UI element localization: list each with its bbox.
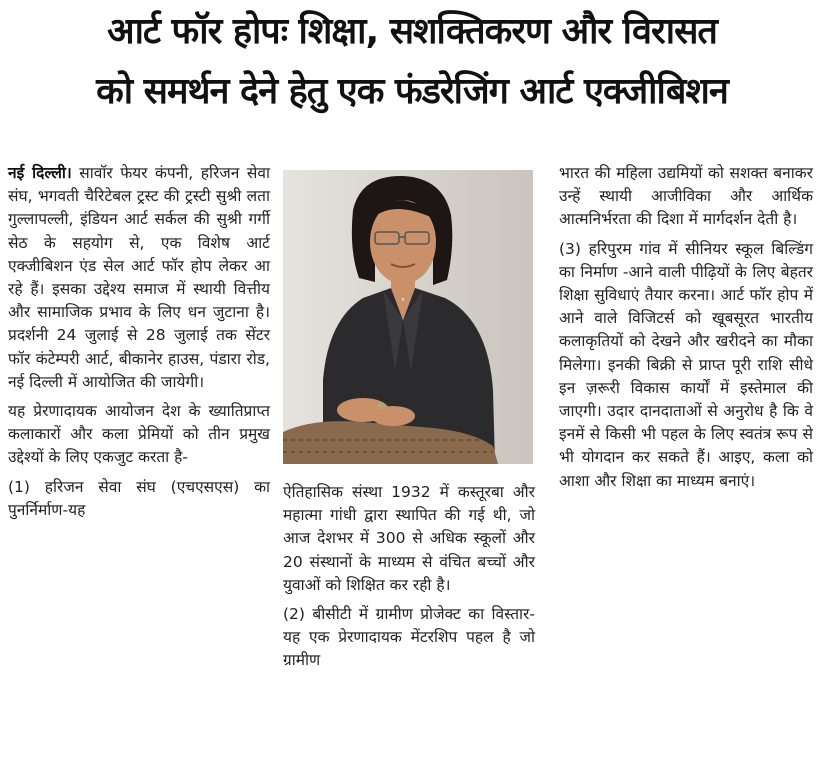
paragraph-7: (3) हरिपुरम गांव में सीनियर स्कूल बिल्डिंग का निर्माण -आने वाली पीढ़ियों के लिए बेहतर शिक्षा सुविधाएं तैयार करना। आर्ट फॉर होप में आने वाले विजिटर्स को खूबसूरत भारतीय कलाकृतियों को देखने और खरीदने का मौका मिलेगा। इनकी बिक्री से प्राप्त पूरी राशि सीधे इन ज़रूरी विकास कार्यों में इस्तेमाल की जाएगी। उदार दानदाताओं से अनुरोध है कि वे इनमें से किसी भी पहल के लिए स्वतंत्र रूप से भी योगदान कर सकते हैं। आइए, कला को आशा और शिक्षा का माध्यम बनाएं।	[559, 239, 813, 490]
article-column-3	[559, 162, 813, 499]
paragraph-1-text: सावॉर फेयर कंपनी, हरिजन सेवा संघ, भगवती चैरिटेबल ट्रस्ट की ट्रस्टी सुश्री लता गुल्लापल्ली, इंडियन आर्ट सर्कल की सुश्री गर्गी सेठ के सहयोग से, एक विशेष आर्ट एक्जीबिशन एंड सेल आर्ट फॉर होप लेकर आ रहे हैं। इसका उद्देश्य समाज में स्थायी वित्तीय और सामाजिक प्रभाव के लिए धन जुटाना है। प्रदर्शनी 24 जुलाई से 28 जुलाई तक सेंटर फॉर कंटेम्परी आर्ट, बीकानेर हाउस, पंडारा रोड, नई दिल्ली में आयोजित की जायेगी।	[8, 164, 270, 391]
article-column-1	[8, 162, 270, 528]
paragraph-3: (1) हरिजन सेवा संघ (एचएसएस) का पुनर्निर्माण-यह	[8, 477, 270, 519]
paragraph-5: (2) बीसीटी में ग्रामीण प्रोजेक्ट का विस्तार-यह एक प्रेरणादायक मेंटरशिप पहल है जो ग्रामीण	[283, 605, 535, 670]
portrait-photo-icon	[283, 170, 533, 464]
paragraph-1	[8, 162, 270, 394]
dateline: नई दिल्ली।	[8, 164, 72, 182]
headline-line-1: आर्ट फॉर होपः शिक्षा, सशक्तिकरण और विरासत	[107, 11, 717, 52]
headline	[0, 6, 824, 118]
headline-line-2: को समर्थन देने हेतु एक फंडरेजिंग आर्ट एक्जीबिशन	[96, 71, 728, 112]
article-column-2	[283, 481, 535, 679]
paragraph-6: भारत की महिला उद्यमियों को सशक्त बनाकर उन्हें स्थायी आजीविका और आर्थिक आत्मनिर्भरता की दिशा में मार्गदर्शन देती है।	[559, 164, 813, 229]
paragraph-2: यह प्रेरणादायक आयोजन देश के ख्यातिप्राप्त कलाकारों और कला प्रेमियों को तीन प्रमुख उद्देश्यों के लिए एकजुट करता है-	[8, 402, 270, 467]
paragraph-4: ऐतिहासिक संस्था 1932 में कस्तूरबा और महात्मा गांधी द्वारा स्थापित की गई थी, जो आज देशभर में 300 से अधिक स्कूलों और 20 संस्थानों के माध्यम से वंचित बच्चों और युवाओं को शिक्षित कर रही है।	[283, 483, 535, 594]
